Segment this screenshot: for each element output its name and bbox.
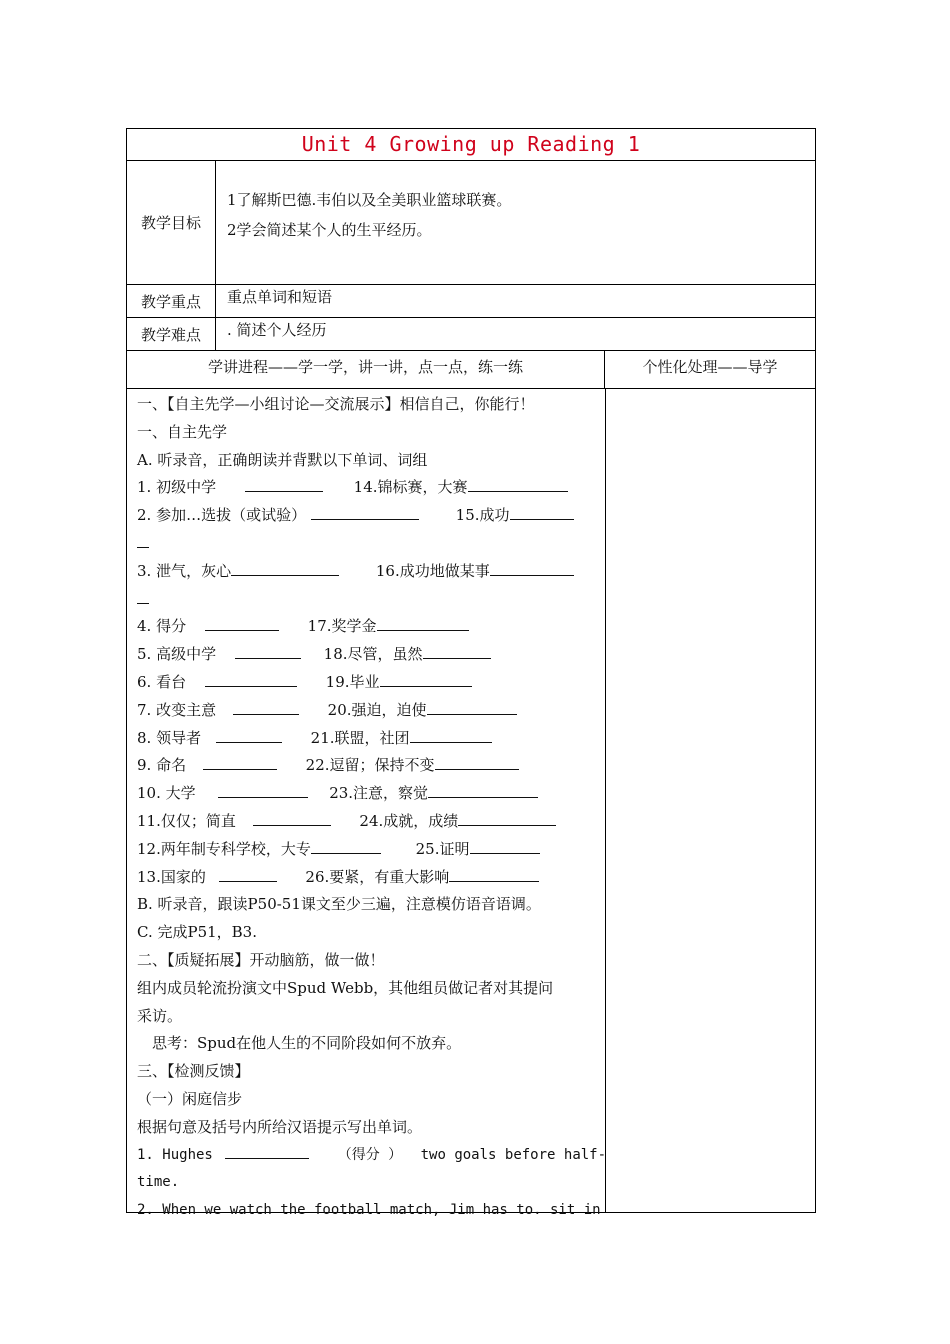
answer-blank[interactable] bbox=[245, 477, 323, 492]
column-divider bbox=[605, 389, 606, 1212]
vocab-row bbox=[137, 752, 597, 780]
vocab-term: 17.奖学金 bbox=[307, 617, 377, 636]
vocab-term: 19.毕业 bbox=[325, 672, 380, 691]
section-2-line-1: 组内成员轮流扮演文中Spud Webb，其他组员做记者对其提问 bbox=[137, 978, 554, 997]
lesson-table bbox=[126, 128, 816, 1219]
answer-blank[interactable] bbox=[311, 839, 381, 854]
vocab-term: 7. 改变主意 bbox=[137, 700, 217, 719]
vocab-row-wrap bbox=[137, 586, 597, 614]
focus-text: 重点单词和短语 bbox=[227, 288, 333, 306]
process-header-right: 个性化处理——导学 bbox=[642, 358, 778, 376]
vocab-term: 23.注意，察觉 bbox=[329, 784, 429, 803]
vocab-term: 24.成就，成绩 bbox=[359, 811, 459, 830]
vocab-row bbox=[137, 502, 597, 530]
vocab-term: 9. 命名 bbox=[137, 756, 187, 775]
section-3-sub: （一）闲庭信步 bbox=[137, 1089, 243, 1108]
lesson-content bbox=[137, 391, 607, 1225]
question-1-cont: time. bbox=[137, 1174, 180, 1191]
answer-blank[interactable] bbox=[470, 839, 540, 854]
question-1-hint: （得分 ） bbox=[337, 1146, 403, 1163]
answer-blank[interactable] bbox=[458, 811, 556, 826]
vocab-term: 18.尽管，虽然 bbox=[323, 645, 423, 664]
title-row bbox=[127, 129, 815, 161]
vocab-term: 4. 得分 bbox=[137, 617, 187, 636]
answer-blank[interactable] bbox=[137, 533, 149, 548]
vocab-row bbox=[137, 836, 597, 864]
goals-row bbox=[127, 161, 815, 285]
vocab-term: 21.联盟，社团 bbox=[310, 728, 410, 747]
answer-blank[interactable] bbox=[490, 561, 574, 576]
answer-blank[interactable] bbox=[510, 505, 574, 520]
section-2-title: 二、【质疑拓展】开动脑筋，做一做！ bbox=[137, 950, 385, 969]
answer-blank[interactable] bbox=[218, 783, 308, 798]
vocab-row bbox=[137, 697, 597, 725]
section-1-c: C. 完成P51，B3. bbox=[137, 923, 257, 942]
vocab-term: 25.证明 bbox=[415, 839, 470, 858]
vocab-term: 20.强迫，迫使 bbox=[327, 700, 427, 719]
goal-line-2: 2学会简述某个人的生平经历。 bbox=[227, 221, 432, 239]
vocab-row bbox=[137, 474, 597, 502]
vocab-term: 12.两年制专科学校，大专 bbox=[137, 839, 311, 858]
focus-label: 教学重点 bbox=[127, 285, 216, 317]
answer-blank[interactable] bbox=[468, 477, 568, 492]
vocab-term: 15.成功 bbox=[455, 506, 510, 525]
vocab-row bbox=[137, 808, 597, 836]
vocab-term: 1. 初级中学 bbox=[137, 478, 217, 497]
vocab-term: 26.要紧，有重大影响 bbox=[305, 867, 450, 886]
section-1-title: 一、【自主先学—小组讨论—交流展示】相信自己，你能行！ bbox=[137, 395, 535, 413]
vocab-row bbox=[137, 613, 597, 641]
question-2: 2. When we watch the football match, Jim has to. sit in bbox=[137, 1202, 601, 1219]
difficulty-text: . 简述个人经历 bbox=[227, 321, 327, 339]
vocab-row bbox=[137, 558, 597, 586]
process-header-left: 学讲进程——学一学，讲一讲，点一点，练一练 bbox=[127, 351, 605, 388]
vocab-term: 5. 高级中学 bbox=[137, 645, 217, 664]
answer-blank[interactable] bbox=[435, 755, 519, 770]
section-3-instruction: 根据句意及括号内所给汉语提示写出单词。 bbox=[137, 1117, 423, 1136]
focus-row bbox=[127, 285, 815, 318]
section-1-a: A. 听录音，正确朗读并背默以下单词、词组 bbox=[137, 450, 428, 469]
section-2-think: 思考：Spud在他人生的不同阶段如何不放弃。 bbox=[152, 1034, 462, 1053]
process-header-row bbox=[127, 351, 815, 389]
answer-blank[interactable] bbox=[205, 672, 297, 687]
section-2-line-2: 采访。 bbox=[137, 1006, 183, 1025]
question-1 bbox=[137, 1142, 607, 1170]
answer-blank[interactable] bbox=[235, 644, 301, 659]
answer-blank[interactable] bbox=[410, 728, 492, 743]
vocab-term: 3. 泄气，灰心 bbox=[137, 561, 232, 580]
answer-blank[interactable] bbox=[231, 561, 339, 576]
vocab-row bbox=[137, 641, 597, 669]
answer-blank[interactable] bbox=[137, 589, 149, 604]
question-1-start: 1. Hughes bbox=[137, 1146, 213, 1163]
vocab-row bbox=[137, 725, 597, 753]
answer-blank[interactable] bbox=[380, 672, 472, 687]
difficulty-row bbox=[127, 318, 815, 351]
section-1-sub: 一、自主先学 bbox=[137, 422, 228, 441]
answer-blank[interactable] bbox=[233, 700, 299, 715]
vocab-term: 6. 看台 bbox=[137, 672, 187, 691]
vocab-term: 16.成功地做某事 bbox=[375, 561, 490, 580]
vocab-term: 10. 大学 bbox=[137, 784, 196, 803]
vocab-row bbox=[137, 780, 597, 808]
answer-blank[interactable] bbox=[449, 867, 539, 882]
vocab-row bbox=[137, 669, 597, 697]
question-1-end: two goals before half- bbox=[420, 1146, 607, 1163]
vocab-term: 8. 领导者 bbox=[137, 728, 202, 747]
vocab-term: 22.逗留；保持不变 bbox=[305, 756, 435, 775]
goal-line-1: 1了解斯巴德.韦伯以及全美职业篮球联赛。 bbox=[227, 191, 512, 209]
vocab-term: 14.锦标赛，大赛 bbox=[353, 478, 468, 497]
vocab-row-wrap bbox=[137, 530, 597, 558]
answer-blank[interactable] bbox=[205, 616, 279, 631]
answer-blank[interactable] bbox=[253, 811, 331, 826]
difficulty-label: 教学难点 bbox=[127, 318, 216, 350]
answer-blank[interactable] bbox=[377, 616, 469, 631]
vocab-row bbox=[137, 864, 597, 892]
answer-blank[interactable] bbox=[423, 644, 491, 659]
page-title: Unit 4 Growing up Reading 1 bbox=[301, 132, 641, 156]
goals-label: 教学目标 bbox=[127, 161, 216, 284]
vocab-term: 2. 参加…选拔（或试验） bbox=[137, 506, 307, 525]
answer-blank[interactable] bbox=[219, 867, 277, 882]
vocab-term: 11.仅仅；简直 bbox=[137, 811, 236, 830]
answer-blank[interactable] bbox=[427, 700, 517, 715]
section-3-title: 三、【检测反馈】 bbox=[137, 1062, 250, 1081]
section-1-b: B. 听录音，跟读P50-51课文至少三遍，注意模仿语音语调。 bbox=[137, 895, 541, 914]
answer-blank[interactable] bbox=[311, 505, 419, 520]
answer-blank[interactable] bbox=[216, 728, 282, 743]
vocab-term: 13.国家的 bbox=[137, 867, 206, 886]
answer-blank[interactable] bbox=[203, 755, 277, 770]
answer-blank[interactable] bbox=[428, 783, 538, 798]
answer-blank[interactable] bbox=[225, 1144, 309, 1159]
